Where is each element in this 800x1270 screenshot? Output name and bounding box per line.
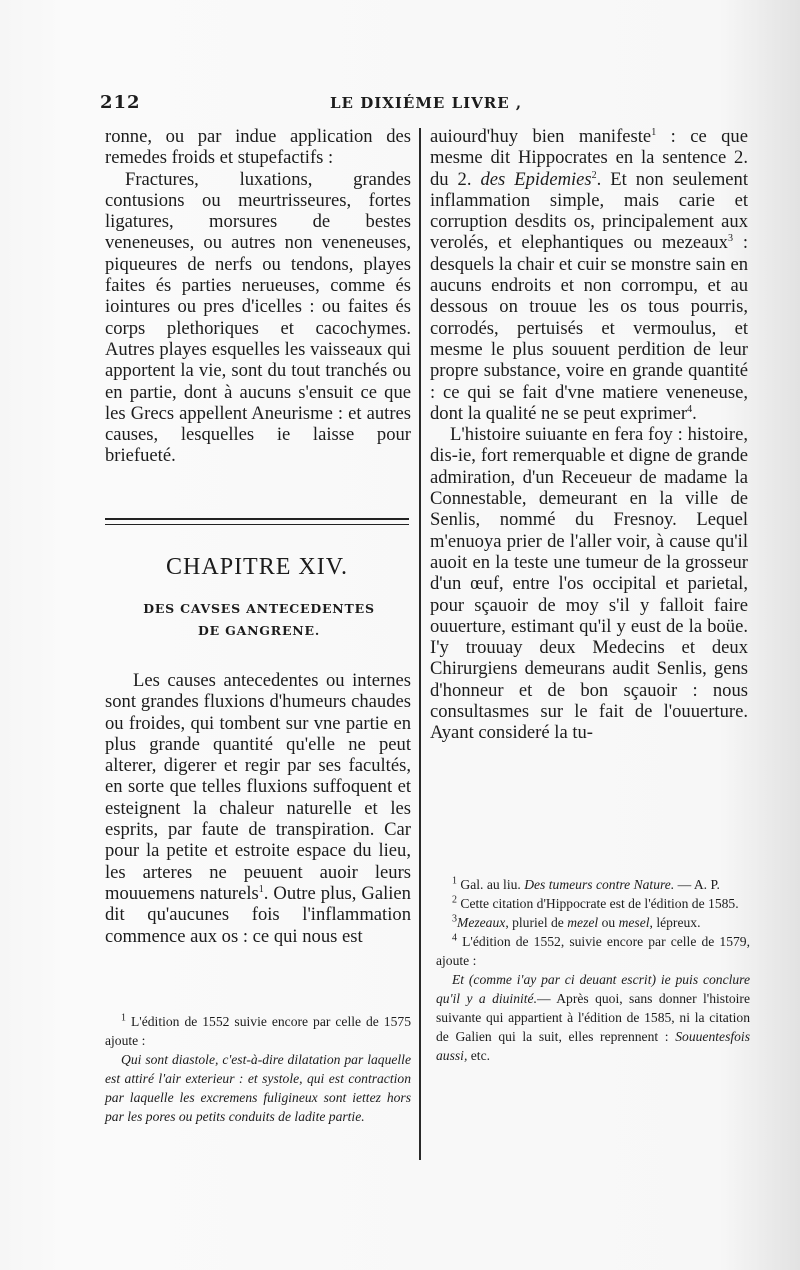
footnote-italic: Des tumeurs contre Nature.	[524, 877, 675, 892]
footnote-marker: 1	[121, 1012, 126, 1024]
page-number: 212	[100, 92, 141, 113]
running-title: LE DIXIÉME LIVRE ,	[330, 94, 523, 112]
footnote-1-quote: Qui sont diastole, c'est-à-dire dilatation par laquelle est attiré l'air exterieur : et systole, qui est contraction par laquelle les excremens fuligineux sont iettez hors par les pores ou petits conduits de ladite partie.	[105, 1052, 411, 1124]
chapter-body	[105, 670, 411, 947]
footnote-ref: 4	[687, 403, 693, 415]
footnote-4-right	[436, 932, 750, 970]
footnotes-right	[436, 875, 750, 1065]
footnote-4-continuation	[436, 970, 750, 1065]
footnote-3-right	[436, 913, 750, 932]
chapter-subtitle: DES CAVSES ANTECEDENTES DE GANGRENE.	[143, 601, 375, 638]
chapter-body-text: Les causes antecedentes ou internes sont grandes fluxions d'humeurs chaudes ou froides, qui tombent sur vne partie en plus grande quantité qu'elle ne peut alterer, digerer et regir par ses facultés, en sorte que telles fluxions suffoquent et esteignent la chaleur naturelle et les esprits, par faute de transpiration. Car pour la petite et estroite espace du lieu, les arteres ne peuuent auoir leurs mouuemens naturels	[105, 670, 411, 904]
left-column	[105, 126, 411, 467]
footnote-1-left	[105, 1012, 411, 1050]
footnote-text: Cette citation d'Hippocrate est de l'édition de 1585.	[457, 896, 739, 911]
right-text-1b: : ce que mesme dit Hippocrates en la sentence 2. du 2.	[430, 126, 748, 190]
footnote-text: — Après quoi, sans donner l'histoire suivante qui appartient à l'édition de 1585, ni la citation de Galien qui la suit, elles reprennent :	[436, 991, 750, 1044]
footnote-marker: 3	[452, 913, 457, 925]
right-text-1d: : desquels la chair et cuir se monstre sain en aucuns endroits et non corrompu, et au dessous on trouue les os tous pourris, corrodés, pertuisés et vermoulus, et mesme le plus souuent perdition de leur propre substance, voire en grande quantité : ce qui se fait d'vne matiere veneneuse, dont la qualité ne se peut exprimer	[430, 232, 748, 424]
footnote-text: Gal. au liu.	[457, 877, 525, 892]
right-text-1c: . Et non seulement inflammation simple, mais carie et corruption desdits os, principalement aux verolés, et elephantiques ou mezeaux	[430, 168, 748, 254]
footnote-marker: 4	[452, 932, 457, 944]
page-header	[100, 92, 750, 120]
footnote-ref: 1	[651, 126, 657, 138]
right-paragraph-2: L'histoire suiuante en fera foy : histoire, dis-ie, fort remerquable et digne de grande admiration, d'un Receueur de madame la Connestable, demeurant en la ville de Senlis, nommé du Fresnoy. Lequel m'enuoya prier de l'aller voir, à cause qu'il auoit en la teste une tumeur de la grosseur d'un œuf, entre l'os occipital et parietal, pour sçauoir de moy s'il y falloit faire ouuerture, estimant qu'il y eust de la boüe. I'y trouuay deux Medecins et deux Chirurgiens demeurans audit Senlis, gens d'honneur et de bon sçauoir : nous consultasmes sur le fait de l'ouuerture. Ayant consideré la tu-	[430, 424, 748, 744]
right-paragraph-1	[430, 126, 748, 424]
chapter-paragraph	[105, 670, 411, 947]
footnote-ref: 3	[727, 233, 733, 245]
left-paragraph-2: Fractures, luxations, grandes contusions ou meurtrisseures, fortes ligatures, morsures de bestes veneneuses, ou autres non veneneuses, piqueures de nerfs ou tendons, playes faites és parties nerueuses, comme és iointures ou pres d'icelles : ou faites és corps plethoriques et cacochymes. Autres playes esquelles les vaisseaux qui apportent la vie, sont du tout tranchés ou en partie, dont à aucuns s'ensuit ce que les Grecs appellent Aneurisme : et autres causes, lesquelles ie laisse pour briefueté.	[105, 168, 411, 467]
column-divider	[419, 128, 421, 1160]
footnote-1-right	[436, 875, 750, 894]
footnote-italic: Mezeaux	[457, 915, 506, 930]
chapter-title: CHAPITRE XIV.	[166, 554, 348, 580]
section-rule	[105, 518, 409, 525]
footnote-marker: 1	[452, 875, 457, 887]
right-text-1e: .	[692, 402, 697, 424]
footnote-italic: mesel	[618, 915, 650, 930]
footnote-marker: 2	[452, 894, 457, 906]
right-text-italic: des Epidemies	[480, 168, 592, 190]
right-text-1a: auiourd'huy bien manifeste	[430, 126, 652, 147]
footnote-italic: Souuentesfois aussi,	[436, 1029, 750, 1063]
footnote-text: L'édition de 1552 suivie encore par celle de 1575 ajoute :	[105, 1014, 411, 1048]
footnote-ref: 1	[258, 883, 264, 895]
chapter-body-end: . Outre plus, Galien dit qu'aucunes fois l'inflammation commence aux os : ce qui nous est	[105, 882, 411, 947]
footnotes-left	[105, 1012, 411, 1126]
footnote-text: ou	[598, 915, 619, 930]
footnote-ref: 2	[591, 169, 597, 181]
footnote-text: , lépreux.	[649, 915, 701, 930]
right-column	[430, 126, 748, 744]
footnote-italic: mezel	[567, 915, 599, 930]
footnote-text: , pluriel de	[505, 915, 568, 930]
footnote-italic: Et (comme i'ay par ci deuant escrit) ie puis conclure qu'il y a diuinité.	[436, 972, 750, 1006]
footnote-text: — A. P.	[674, 877, 720, 892]
left-paragraph-1: ronne, ou par indue application des remedes froids et stupefactifs :	[105, 126, 411, 169]
footnote-2-right	[436, 894, 750, 913]
footnote-text: L'édition de 1552, suivie encore par celle de 1579, ajoute :	[436, 934, 750, 968]
footnote-text: etc.	[467, 1048, 491, 1063]
